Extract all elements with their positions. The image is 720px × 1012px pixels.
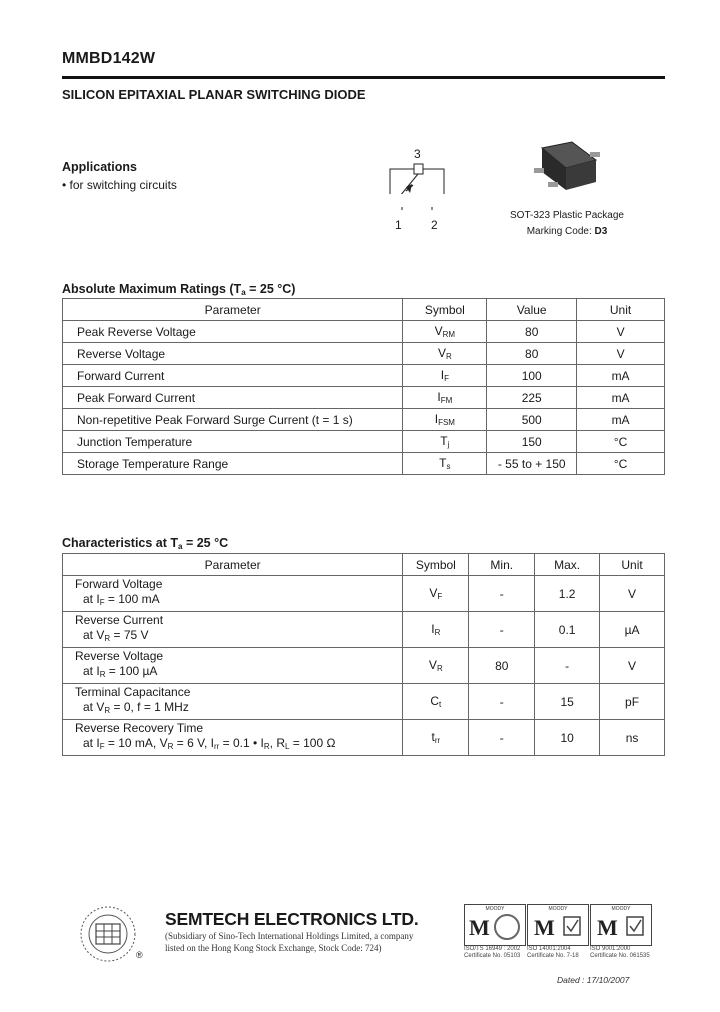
condition-subscript: R [263,742,270,751]
symbol-cell [403,431,487,453]
company-note-line-2: listed on the Hong Kong Stock Exchange, Stock Code: 724) [165,943,382,953]
param-condition [75,700,402,718]
abs-max-header-row [63,299,665,321]
unit-cell: V [600,648,665,684]
unit-cell: V [600,576,665,612]
param-condition [75,664,402,682]
condition-subscript: rr [213,742,220,751]
svg-text:M: M [534,915,555,940]
symbol-main: I [437,390,441,404]
param-condition [75,592,402,610]
table-row [63,431,665,453]
condition-text: = 100 mA [104,592,160,606]
marking-code-label: Marking Code: [526,226,595,237]
part-number: MMBD142W [62,50,156,67]
symbol-subscript: s [446,462,451,471]
condition-text: = 75 V [110,628,149,642]
param-cell: Peak Forward Current [63,387,403,409]
symbol-main: I [431,622,435,636]
symbol-main: V [437,346,446,360]
value-cell: 225 [487,387,577,409]
condition-text: at V [83,628,105,642]
unit-cell: mA [577,409,665,431]
unit-cell: µA [600,612,665,648]
title-rule [62,76,665,79]
condition-text: = 100 µA [105,664,158,678]
symbol-main: C [430,694,440,708]
param-cell [63,648,403,684]
semtech-logo-icon [78,904,142,968]
symbol-main: V [434,324,443,338]
characteristics-col-header: Max. [535,554,600,576]
condition-subscript: R [104,706,111,715]
characteristics-col-header: Symbol [403,554,469,576]
table-row [63,684,665,720]
unit-cell: °C [577,453,665,475]
param-cell [63,720,403,756]
unit-cell: V [577,321,665,343]
company-name: SEMTECH ELECTRONICS LTD. [165,909,419,929]
param-name: Reverse Voltage [75,649,164,663]
svg-text:M: M [469,915,490,940]
cert-badge-label: MOODY [548,906,568,912]
value-cell: 80 [487,343,577,365]
condition-text: , R [269,736,285,750]
max-cell: 15 [535,684,600,720]
value-cell: 150 [487,431,577,453]
unit-cell: mA [577,387,665,409]
cert-badge-label: MOODY [611,906,631,912]
abs-max-table [62,298,665,475]
characteristics-col-header: Min. [469,554,535,576]
characteristics-col-header: Unit [600,554,665,576]
registered-mark: ® [136,950,143,960]
condition-subscript: R [99,670,106,679]
package-name: SOT-323 Plastic Package [510,210,624,221]
abs-max-title: Absolute Maximum Ratings ($T_a = 25$ °C) [62,282,296,297]
symbol-subscript: RM [442,330,456,339]
symbol-cell [403,453,487,475]
param-condition [75,736,402,754]
symbol-cell [403,576,469,612]
condition-text: = 6 V, I [173,736,214,750]
abs-max-col-header: Symbol [403,299,487,321]
max-cell: 1.2 [535,576,600,612]
symbol-main: T [440,434,448,448]
value-cell: 80 [487,321,577,343]
characteristics-title: Characteristics at $T_a = 25$ °C [62,536,229,551]
company-note-line-1: (Subsidiary of Sino-Tech International Holdings Limited, a company [165,931,414,941]
unit-cell: pF [600,684,665,720]
param-cell: Non-repetitive Peak Forward Surge Current (t = 1 s) [63,409,403,431]
symbol-cell [403,612,469,648]
param-cell [63,684,403,720]
condition-subscript: L [285,742,290,751]
param-name: Reverse Recovery Time [75,721,204,735]
applications-item: • for switching circuits [62,178,177,192]
max-cell: 10 [535,720,600,756]
table-row [63,648,665,684]
value-cell: 100 [487,365,577,387]
company-subsidiary-note [165,930,455,954]
table-row [63,612,665,648]
symbol-subscript: j [447,440,450,449]
min-cell: - [469,684,535,720]
symbol-subscript: F [444,374,449,383]
max-cell: 0.1 [535,612,600,648]
symbol-subscript: FM [440,396,453,405]
unit-cell: V [577,343,665,365]
cert-badge-iso9001 [590,904,652,946]
param-cell: Reverse Voltage [63,343,403,365]
min-cell: 80 [469,648,535,684]
max-cell: - [535,648,600,684]
param-condition [75,628,402,646]
symbol-main: t [431,730,435,744]
condition-text: = 100 Ω [289,736,336,750]
param-cell: Storage Temperature Range [63,453,403,475]
symbol-cell [403,409,487,431]
cert-badge-iso14001 [527,904,589,946]
symbol-main: V [429,586,438,600]
applications-heading: Applications [62,160,138,174]
table-row [63,453,665,475]
package-caption [480,208,654,240]
table-row [63,321,665,343]
param-cell: Junction Temperature [63,431,403,453]
cert-caption-3: ISO 9001:2000 Certificate No. 061535 [590,946,650,959]
value-cell: - 55 to + 150 [487,453,577,475]
abs-max-col-header: Parameter [63,299,403,321]
symbol-subscript: rr [434,736,441,745]
symbol-cell [403,321,487,343]
table-row [63,387,665,409]
param-name: Forward Voltage [75,577,163,591]
min-cell: - [469,612,535,648]
param-cell: Peak Reverse Voltage [63,321,403,343]
cert-caption-1: ISO/TS 16949 : 2002 Certificate No. 05103 [464,946,521,959]
symbol-subscript: R [436,664,443,673]
characteristics-table [62,553,665,756]
condition-subscript: R [104,634,111,643]
condition-subscript: F [99,742,105,751]
svg-text:M: M [597,915,618,940]
cert-caption-2: ISO 14001:2004 Certificate No. 7-18 [527,946,579,959]
symbol-subscript: FSM [438,418,455,427]
abs-max-col-header: Unit [577,299,665,321]
unit-cell: ns [600,720,665,756]
param-name: Terminal Capacitance [75,685,191,699]
pin-1-label: 1 [395,218,402,232]
value-cell: 500 [487,409,577,431]
symbol-main: I [440,368,445,382]
symbol-cell [403,648,469,684]
unit-cell: °C [577,431,665,453]
condition-text: at I [83,736,100,750]
condition-text: = 10 mA, V [104,736,168,750]
abs-max-col-header: Value [487,299,577,321]
condition-text: at I [83,592,100,606]
pin-2-label: 2 [431,218,438,232]
diode-schematic-icon [380,160,460,210]
condition-subscript: F [99,598,105,607]
pin-3-label: 3 [414,147,421,161]
table-row [63,343,665,365]
table-row [63,720,665,756]
table-row [63,409,665,431]
symbol-cell [403,387,487,409]
characteristics-col-header: Parameter [63,554,403,576]
marking-code-line [480,224,654,240]
symbol-subscript: R [434,628,441,637]
min-cell: - [469,576,535,612]
symbol-subscript: t [439,700,442,709]
subtitle: SILICON EPITAXIAL PLANAR SWITCHING DIODE [62,87,366,102]
symbol-cell [403,684,469,720]
symbol-subscript: F [437,592,443,601]
symbol-cell [403,720,469,756]
condition-text: at I [83,664,100,678]
param-cell: Forward Current [63,365,403,387]
cert-badge-ts16949 [464,904,526,946]
param-cell [63,576,403,612]
package-image-icon [528,138,604,198]
condition-text: = 0, f = 1 MHz [110,700,189,714]
table-row [63,576,665,612]
symbol-subscript: R [445,352,452,361]
dated-label: Dated : 17/10/2007 [557,975,630,985]
symbol-main: I [434,412,439,426]
marking-code-value: D3 [594,226,608,237]
symbol-main: V [428,658,437,672]
param-name: Reverse Current [75,613,164,627]
table-row [63,365,665,387]
min-cell: - [469,720,535,756]
symbol-cell [403,343,487,365]
condition-text: at V [83,700,105,714]
symbol-main: T [439,456,447,470]
condition-subscript: R [167,742,174,751]
symbol-cell [403,365,487,387]
unit-cell: mA [577,365,665,387]
cert-badge-label: MOODY [485,906,505,912]
condition-text: = 0.1 • I [219,736,264,750]
param-cell [63,612,403,648]
characteristics-header-row [63,554,665,576]
